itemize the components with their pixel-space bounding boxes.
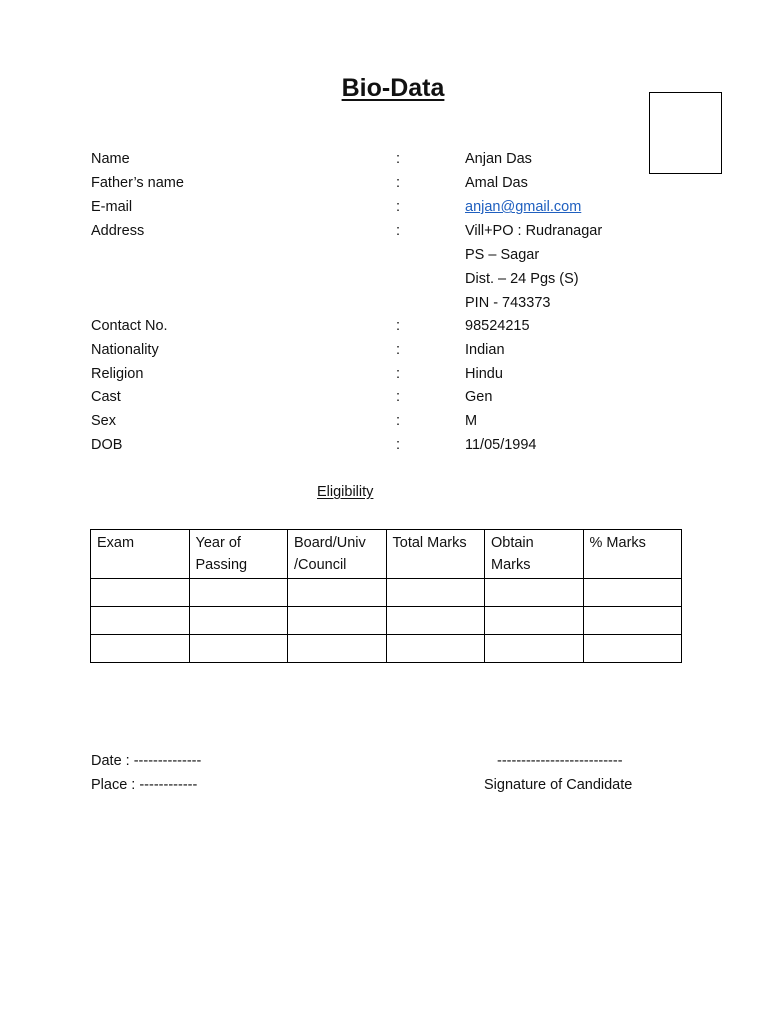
address-line-row [0, 295, 768, 319]
column-header-total-marks: Total Marks [386, 530, 485, 579]
table-cell [91, 607, 190, 635]
column-header-year: Year of Passing [189, 530, 288, 579]
column-header-percent-marks: % Marks [583, 530, 682, 579]
field-colon: : [396, 223, 401, 239]
field-row-father [0, 175, 768, 199]
column-header-exam: Exam [91, 530, 190, 579]
table-cell [189, 635, 288, 663]
address-line-row [0, 271, 768, 295]
signature-label: Signature of Candidate [484, 777, 633, 793]
field-row-contact [0, 318, 768, 342]
signature-line: -------------------------- [497, 753, 623, 769]
table-row [91, 607, 682, 635]
field-value: Anjan Das [465, 151, 532, 167]
field-label: Name [91, 151, 130, 167]
table-cell [288, 579, 387, 607]
field-label: Cast [91, 389, 121, 405]
field-label: Nationality [91, 342, 159, 358]
field-row-cast [0, 389, 768, 413]
table-cell [288, 635, 387, 663]
table-cell [386, 607, 485, 635]
table-cell [189, 607, 288, 635]
eligibility-heading: Eligibility [317, 484, 374, 500]
date-line: Date : -------------- [91, 753, 202, 769]
field-colon: : [396, 342, 401, 358]
field-row-nationality [0, 342, 768, 366]
table-cell [288, 607, 387, 635]
field-colon: : [396, 389, 401, 405]
table-cell [386, 579, 485, 607]
table-cell [583, 607, 682, 635]
field-row-name [0, 151, 768, 175]
field-label: E-mail [91, 199, 133, 215]
table-cell [91, 579, 190, 607]
table-cell [485, 607, 584, 635]
email-link[interactable]: anjan@gmail.com [465, 199, 582, 215]
table-row [91, 579, 682, 607]
field-label: Address [91, 223, 145, 239]
field-value: 11/05/1994 [465, 437, 537, 453]
table-cell [91, 635, 190, 663]
field-row-email [0, 199, 768, 223]
field-label: DOB [91, 437, 123, 453]
page-title: Bio-Data [341, 74, 445, 102]
field-label: Father’s name [91, 175, 184, 191]
column-header-obtain-marks: Obtain Marks [485, 530, 584, 579]
field-value: Gen [465, 389, 493, 405]
field-label: Contact No. [91, 318, 168, 334]
address-line: PS – Sagar [465, 247, 540, 263]
field-value: Indian [465, 342, 505, 358]
field-value: Amal Das [465, 175, 528, 191]
field-row-address [0, 223, 768, 247]
table-cell [485, 579, 584, 607]
field-row-sex [0, 413, 768, 437]
field-colon: : [396, 175, 401, 191]
address-line: Dist. – 24 Pgs (S) [465, 271, 579, 287]
field-label: Religion [91, 366, 144, 382]
field-row-religion [0, 366, 768, 390]
field-colon: : [396, 199, 401, 215]
column-header-board: Board/Univ /Council [288, 530, 387, 579]
table-header-row [91, 530, 682, 579]
table-cell [189, 579, 288, 607]
table-cell [485, 635, 584, 663]
table-row [91, 635, 682, 663]
field-colon: : [396, 151, 401, 167]
field-colon: : [396, 413, 401, 429]
field-label: Sex [91, 413, 116, 429]
field-colon: : [396, 366, 401, 382]
field-value: 98524215 [465, 318, 530, 334]
table-cell [386, 635, 485, 663]
place-line: Place : ------------ [91, 777, 198, 793]
table-cell [583, 635, 682, 663]
address-line-row [0, 247, 768, 271]
field-value: M [465, 413, 478, 429]
field-colon: : [396, 437, 401, 453]
address-line: Vill+PO : Rudranagar [465, 223, 603, 239]
field-row-dob [0, 437, 768, 461]
field-value: Hindu [465, 366, 503, 382]
address-line: PIN - 743373 [465, 295, 551, 311]
field-colon: : [396, 318, 401, 334]
table-cell [583, 579, 682, 607]
eligibility-table [90, 529, 682, 663]
